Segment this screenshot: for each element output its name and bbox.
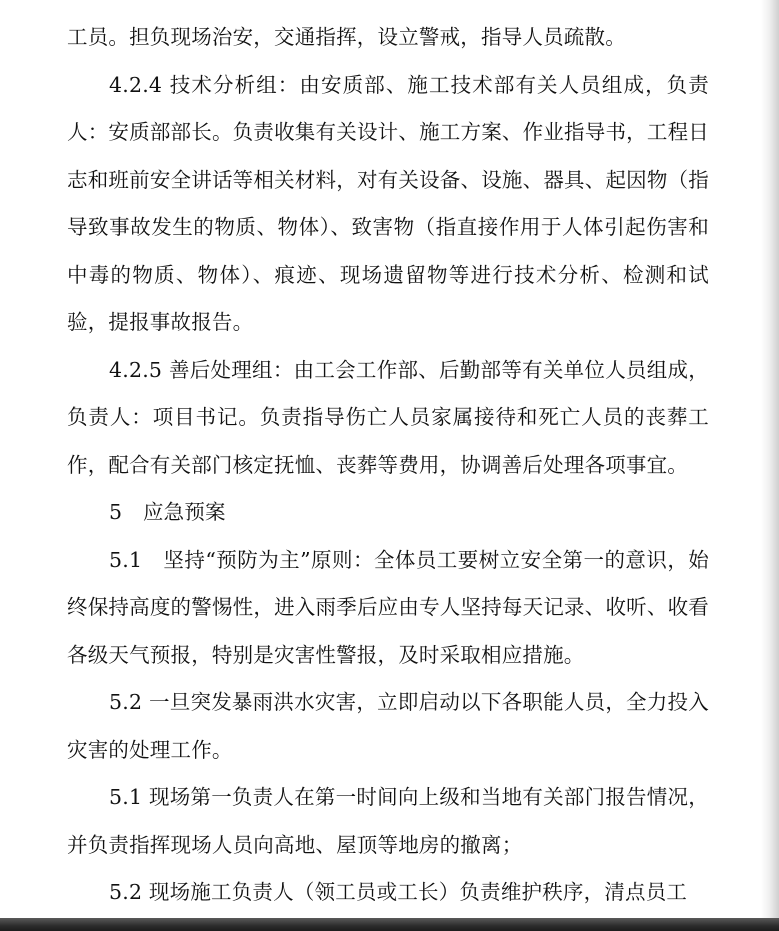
paragraph-continuation: 工员。担负现场治安，交通指挥，设立警戒，指导人员疏散。: [67, 25, 626, 49]
paragraph-5-2-b: 5.2 现场施工负责人（领工员或工长）负责维护秩序，清点员工: [109, 880, 688, 904]
viewer-bottom-bar: [0, 918, 779, 931]
paragraph-4-2-5: 4.2.5 善后处理组：由工会工作部、后勤部等有关单位人员组成，负责人：项目书记。负责指导伤亡人员家属接待和死亡人员的丧葬工作，配合有关部门核定抚恤、丧葬等费用，协调善后处理各项事宜。: [67, 357, 709, 477]
section-heading-5: 5 应急预案: [109, 500, 226, 524]
document-body: [67, 14, 709, 917]
paragraph-5-1-b: 5.1 现场第一负责人在第一时间向上级和当地有关部门报告情况，并负责指挥现场人员向高地、屋顶等地房的撤离；: [67, 785, 709, 857]
paragraph-4-2-4: 4.2.4 技术分析组：由安质部、施工技术部有关人员组成，负责人：安质部部长。负责收集有关设计、施工方案、作业指导书，工程日志和班前安全讲话等相关材料，对有关设备、设施、器具、起因物（指导致事故发生的物质、物体）、致害物（指直接作用于人体引起伤害和中毒的物质、物体）、痕迹、现场遗留物等进行技术分析、检测和试验，提报事故报告。: [67, 72, 709, 334]
paragraph-5-2: 5.2 一旦突发暴雨洪水灾害，立即启动以下各职能人员，全力投入灾害的处理工作。: [67, 690, 709, 762]
paragraph-5-1: 5.1 坚持“预防为主”原则：全体员工要树立安全第一的意识，始终保持高度的警惕性，进入雨季后应由专人坚持每天记录、收听、收看各级天气预报，特别是灾害性警报，及时采取相应措施。: [67, 547, 709, 667]
page-edge-shadow: [761, 0, 779, 918]
